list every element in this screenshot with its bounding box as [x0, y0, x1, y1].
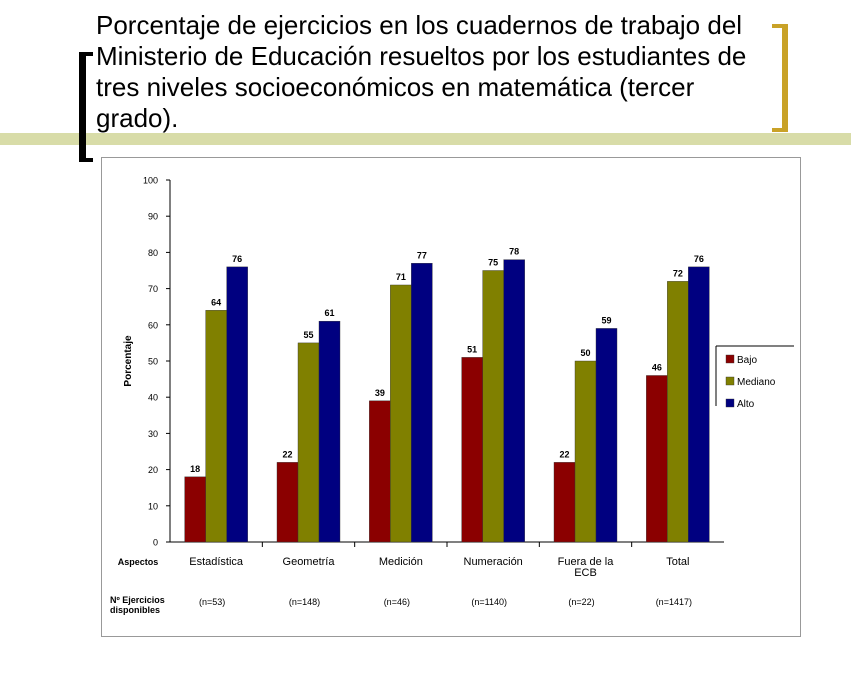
data-label: 72 — [672, 268, 683, 279]
data-label: 75 — [488, 257, 499, 268]
data-label: 50 — [580, 348, 591, 358]
bar-bajo — [369, 401, 390, 542]
legend-label-bajo: Bajo — [737, 355, 758, 366]
x-tick-label: Geometría — [282, 556, 335, 568]
ejercicios-label: Nº Ejercicios — [110, 595, 165, 605]
legend-swatch-alto — [726, 399, 734, 407]
data-label: 51 — [467, 344, 478, 355]
bar-bajo — [185, 477, 206, 542]
y-tick-label: 90 — [147, 211, 158, 222]
exercise-count: (n=46) — [383, 597, 410, 607]
data-label: 77 — [416, 250, 427, 261]
x-tick-label: Fuera de la — [557, 556, 614, 568]
bar-bajo — [462, 357, 483, 542]
data-label: 22 — [559, 449, 570, 460]
y-tick-label: 30 — [147, 428, 158, 439]
exercise-count: (n=148) — [288, 597, 321, 607]
y-tick-label: 70 — [147, 284, 158, 295]
data-label: 18 — [190, 463, 201, 474]
left-bracket-decoration — [79, 52, 86, 162]
data-label: 64 — [211, 297, 222, 308]
exercise-count: (n=1417) — [655, 597, 692, 607]
bar-chart — [102, 158, 800, 636]
data-label: 71 — [395, 271, 406, 282]
bar-mediano — [667, 281, 688, 542]
bar-bajo — [554, 462, 575, 542]
left-bracket-top-stub — [79, 52, 93, 56]
right-bracket-decoration — [782, 24, 788, 132]
y-tick-label: 0 — [152, 537, 158, 548]
y-tick-label: 50 — [147, 356, 158, 367]
bar-bajo — [646, 375, 667, 542]
y-tick-label: 10 — [147, 501, 158, 512]
x-tick-label: Total — [666, 556, 690, 568]
bar-mediano — [483, 271, 504, 543]
bar-mediano — [575, 361, 596, 542]
bar-mediano — [298, 343, 319, 542]
bar-alto — [411, 263, 432, 542]
ejercicios-label: disponibles — [110, 605, 161, 615]
legend-label-mediano: Mediano — [737, 377, 776, 388]
y-tick-label: 60 — [147, 320, 158, 331]
y-tick-label: 20 — [147, 465, 158, 476]
y-axis-label: Porcentaje — [123, 335, 134, 387]
y-tick-label: 100 — [142, 175, 158, 186]
x-tick-label: ECB — [574, 567, 597, 579]
exercise-count: (n=22) — [568, 597, 595, 607]
right-bracket-top-stub — [772, 24, 788, 28]
slide-title: Porcentaje de ejercicios en los cuadernos de trabajo del Ministerio de Educación resueltos por los estudiantes de tres niveles socioeconómicos en matemática (tercer grado). — [96, 10, 747, 133]
data-label: 46 — [651, 362, 662, 373]
bar-mediano — [206, 310, 227, 542]
left-bracket-bottom-stub — [79, 158, 93, 162]
data-label: 59 — [601, 315, 612, 326]
exercise-count: (n=53) — [199, 597, 226, 607]
bar-alto — [319, 321, 340, 542]
bar-alto — [596, 328, 617, 542]
y-tick-label: 80 — [147, 247, 158, 258]
data-label: 61 — [324, 308, 335, 319]
right-bracket-bottom-stub — [772, 128, 788, 132]
exercise-count: (n=1140) — [471, 597, 507, 607]
bar-alto — [688, 267, 709, 542]
x-tick-label: Medición — [378, 556, 423, 568]
data-label: 22 — [282, 449, 293, 460]
x-tick-label: Estadística — [189, 556, 244, 568]
data-label: 76 — [232, 253, 243, 264]
chart-container — [101, 157, 801, 637]
bar-mediano — [390, 285, 411, 542]
y-tick-label: 40 — [147, 392, 158, 403]
bar-alto — [227, 267, 248, 542]
legend-swatch-bajo — [726, 355, 734, 363]
data-label: 76 — [693, 253, 704, 264]
bar-bajo — [277, 462, 298, 542]
bar-alto — [504, 260, 525, 542]
data-label: 78 — [509, 246, 520, 257]
x-tick-label: Numeración — [463, 556, 523, 568]
data-label: 55 — [303, 329, 314, 340]
legend-swatch-mediano — [726, 377, 734, 385]
data-label: 39 — [374, 387, 385, 398]
legend-label-alto: Alto — [737, 399, 755, 410]
decorative-horizontal-bar — [0, 133, 851, 145]
aspectos-label: Aspectos — [117, 557, 159, 567]
